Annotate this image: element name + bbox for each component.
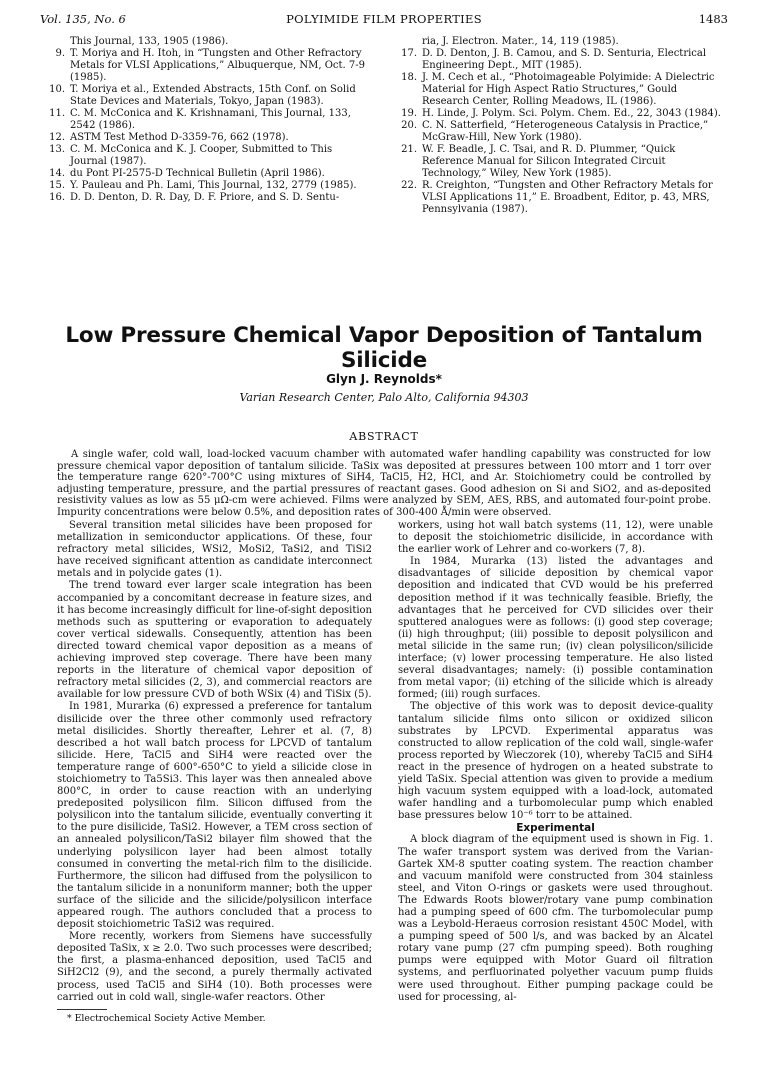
reference-text: C. M. McConica and K. Krishnamani, This Journal, 133, 2542 (1986). [70,108,351,131]
reference-item [46,168,366,180]
reference-text: D. D. Denton, D. R. Day, D. F. Priore, and S. D. Sentu- [70,192,340,203]
reference-item [46,108,366,132]
reference-text: ASTM Test Method D-3359-76, 662 (1978). [70,132,289,143]
reference-item [398,72,724,108]
reference-number: 11. [49,108,65,119]
reference-text: T. Moriya et al., Extended Abstracts, 15th Conf. on Solid State Devices and Materials, Tokyo, Japan (1983). [70,84,356,107]
abstract-body: A single wafer, cold wall, load-locked vacuum chamber with automated wafer handling capability was constructed for low pressure chemical vapor deposition of tantalum silicide. TaSix was deposited at pressures between 100 mtorr and 1 torr over the temperature range 620°-700°C using mixtures of SiH4, TaCl5, H2, HCl, and Ar. Stoichiometry could be controlled by adjusting temperature, pressure, and the partial pressures of reactant gases. Good adhesion on Si and SiO2, and as-deposited resistivity values as low as 55 μΩ-cm were achieved. Films were analyzed by SEM, AES, RBS, and automated four-point probe. Impurity concentrations were below 0.5%, and deposition rates of 300-400 Å/min were observed. [57,449,711,518]
references-left [46,36,366,204]
reference-text: du Pont PI-2575-D Technical Bulletin (April 1986). [70,168,325,179]
reference-number: 21. [401,144,417,155]
section-heading: Experimental [516,822,595,835]
abstract-heading: ABSTRACT [349,430,419,443]
reference-item [46,180,366,192]
reference-number: 18. [401,72,417,83]
left-column [57,520,372,1025]
references-right [398,36,724,216]
reference-text: This Journal, 133, 1905 (1986). [70,36,229,47]
paragraph: The objective of this work was to deposit device-quality tantalum silicide films onto silicon or oxidized silicon substrates by LPCVD. Experimental apparatus was constructed to allow replication of the cold wall, single-wafer process reported by Wieczorek (10), whereby TaCl5 and SiH4 react in the presence of hydrogen on a heated substrate to yield TaSix. Special attention was given to provide a medium high vacuum system equipped with a load-lock, automated wafer handling and a turbomolecular pump which enabled base pressures below 10⁻⁶ torr to be attained. [398,701,713,822]
reference-text: Y. Pauleau and Ph. Lami, This Journal, 132, 2779 (1985). [70,180,357,191]
reference-item [46,84,366,108]
reference-number: 15. [49,180,65,191]
article-title: Low Pressure Chemical Vapor Deposition of Tantalum Silicide [65,323,703,373]
reference-number: 12. [49,132,65,143]
paragraph: More recently, workers from Siemens have successfully deposited TaSix, x ≥ 2.0. Two such processes were described; the first, a plasma-enhanced deposition, used TaCl5 and SiH2Cl2 (9), and the second, a purely thermally activated process, used TaCl5 and SiH4 (10). Both processes were carried out in cold wall, single-wafer reactors. Other [57,931,372,1003]
reference-item [46,36,366,48]
paragraph: workers, using hot wall batch systems (11, 12), were unable to deposit the stoichiometric disilicide, in accordance with the earlier work of Lehrer and co-workers (7, 8). [398,520,713,556]
reference-number: 10. [49,84,65,95]
paragraph: In 1984, Murarka (13) listed the advantages and disadvantages of silicide deposition by chemical vapor deposition and indicated that CVD would be his preferred deposition method if it was technically feasible. Briefly, the advantages that he perceived for CVD silicides over their sputtered analogues were as follows: (i) good step coverage; (ii) high throughput; (iii) possible to deposit polysilicon and metal silicide in the same run; (iv) clean polysilicon/silicide interface; (v) lower processing temperature. He also listed several disadvantages; namely: (i) possible contamination from metal vapor; (ii) etching of the silicide which is already formed; (iii) rough surfaces. [398,556,713,701]
reference-number: 19. [401,108,417,119]
reference-item [46,144,366,168]
reference-text: H. Linde, J. Polym. Sci. Polym. Chem. Ed., 22, 3043 (1984). [422,108,721,119]
footnote-rule [57,1009,107,1010]
right-column [398,520,713,1004]
paragraph: A block diagram of the equipment used is shown in Fig. 1. The wafer transport system was derived from the Varian-Gartek XM-8 sputter coating system. The reaction chamber and vacuum manifold were constructed from 304 stainless steel, and Viton O-rings or gaskets were used throughout. The Edwards Roots blower/rotary vane pump combination had a pumping speed of 600 cfm. The turbomolecular pump was a Leybold-Heraeus corrosion resistant 450C Model, with a pumping speed of 500 l/s, and was backed by an Alcatel rotary vane pump (27 cfm pumping speed). Both roughing pumps were equipped with Motor Guard oil filtration systems, and perfluorinated polyether vacuum pump fluids were used throughout. Either pumping package could be used for processing, al- [398,834,713,1003]
page-number: 1483 [698,12,728,26]
reference-item [46,48,366,84]
reference-item [398,36,724,48]
volume-issue: Vol. 135, No. 6 [40,12,126,26]
reference-item [46,132,366,144]
footnote: * Electrochemical Society Active Member. [67,1012,266,1024]
reference-item [398,108,724,120]
author-name: Glyn J. Reynolds* [326,372,442,386]
paragraph: The trend toward ever larger scale integration has been accompanied by a concomitant decrease in feature sizes, and it has become increasingly difficult for line-of-sight deposition methods such as sputtering or evaporation to adequately cover vertical sidewalls. Consequently, attention has been directed toward chemical vapor deposition as a means of achieving improved step coverage. There have been many reports in the literature of chemical vapor deposition of refractory metal silicides (2, 3), and commercial reactors are available for low pressure CVD of both WSix (4) and TiSix (5). [57,580,372,701]
paragraph: Several transition metal silicides have been proposed for metallization in semiconductor applications. Of these, four refractory metal silicides, WSi2, MoSi2, TaSi2, and TiSi2 have received significant attention as candidate interconnect metals and in polycide gates (1). [57,520,372,580]
reference-text: W. F. Beadle, J. C. Tsai, and R. D. Plummer, “Quick Reference Manual for Silicon Integrated Circuit Technology,” Wiley, New York (1985). [422,144,676,179]
reference-number: 20. [401,120,417,131]
running-title: POLYIMIDE FILM PROPERTIES [286,12,482,26]
reference-number: 9. [55,48,65,59]
reference-text: R. Creighton, “Tungsten and Other Refractory Metals for VLSI Applications 11,” E. Broadbent, Editor, p. 43, MRS, Pennsylvania (1987). [422,180,713,215]
reference-item [398,48,724,72]
reference-number: 16. [49,192,65,203]
reference-item [398,180,724,216]
reference-item [46,192,366,204]
reference-number: 14. [49,168,65,179]
reference-item [398,144,724,180]
reference-number: 22. [401,180,417,191]
reference-text: C. N. Satterfield, “Heterogeneous Catalysis in Practice,” McGraw-Hill, New York (1980). [422,120,709,143]
reference-text: J. M. Cech et al., “Photoimageable Polyimide: A Dielectric Material for High Aspect Ratio Structures,” Gould Research Center, Rolling Meadows, IL (1986). [422,72,715,107]
paragraph: In 1981, Murarka (6) expressed a preference for tantalum disilicide over the three other commonly used refractory metal disilicides. Shortly thereafter, Lehrer et al. (7, 8) described a hot wall batch process for LPCVD of tantalum silicide. Here, TaCl5 and SiH4 were reacted over the temperature range of 600°-650°C to yield a silicide close in stoichiometry to Ta5Si3. This layer was then annealed above 800°C, in order to cause reaction with an underlying predeposited polysilicon film. Silicon diffused from the polysilicon into the tantalum silicide, eventually converting it to the pure disilicide, TaSi2. However, a TEM cross section of an annealed polysilicon/TaSi2 bilayer film showed that the underlying polysilicon layer had been almost totally consumed in converting the metal-rich film to the disilicide. Furthermore, the silicon had diffused from the polysilicon to the tantalum silicide in a nonuniform manner; both the upper surface of the silicide and the silicide/polysilicon interface appeared rough. The authors concluded that a process to deposit stoichiometric TaSi2 was required. [57,701,372,931]
running-header [40,12,728,28]
reference-text: T. Moriya and H. Itoh, in “Tungsten and Other Refractory Metals for VLSI Applications,” Albuquerque, NM, Oct. 7-9 (1985). [70,48,365,83]
reference-text: D. D. Denton, J. B. Camou, and S. D. Senturia, Electrical Engineering Dept., MIT (1985). [422,48,707,71]
reference-item [398,120,724,144]
author-affiliation: Varian Research Center, Palo Alto, California 94303 [239,391,529,404]
reference-number: 13. [49,144,65,155]
reference-text: ria, J. Electron. Mater., 14, 119 (1985). [422,36,619,47]
reference-text: C. M. McConica and K. J. Cooper, Submitted to This Journal (1987). [70,144,333,167]
reference-number: 17. [401,48,417,59]
